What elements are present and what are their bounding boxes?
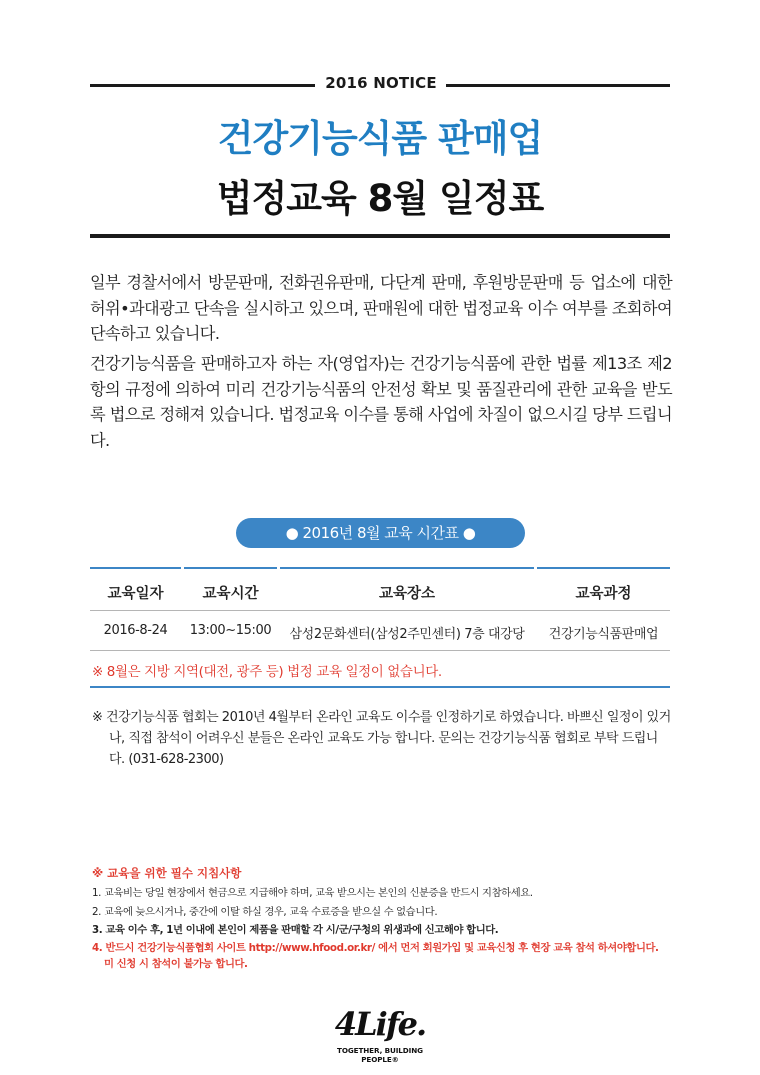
guidelines-title: ※ 교육을 위한 필수 지침사항 — [92, 866, 242, 880]
guideline-item: 1. 교육비는 당일 현장에서 현금으로 지급해야 하며, 교육 받으시는 본인의 신분증을 반드시 지참하세요. — [92, 887, 533, 899]
column-rule — [184, 567, 277, 569]
title-divider — [90, 234, 670, 238]
column-rule — [90, 567, 181, 569]
intro-paragraph-2: 건강기능식품을 판매하고자 하는 자(영업자)는 건강기능식품에 관한 법률 제13조 제2항의 규정에 의하여 미리 건강기능식품의 안전성 확보 및 품질관리에 관한 교육을 받도록 법으로 정해져 있습니다. 법정교육 이수를 통해 사업에 차질이 없으시길 당부 드립니다. — [90, 354, 672, 450]
cell-date: 2016-8-24 — [103, 623, 168, 638]
column-rule — [280, 567, 534, 569]
schedule-bottom-rule — [90, 686, 670, 688]
schedule-title-badge: ● 2016년 8월 교육 시간표 ● — [236, 518, 525, 548]
row-divider — [90, 650, 670, 651]
guideline-item: 3. 교육 이수 후, 1년 이내에 본인이 제품을 판매할 각 시/군/구청의 위생과에 신고해야 합니다. — [92, 924, 499, 936]
row-divider — [90, 610, 670, 611]
guideline-item-continued: 미 신청 시 참석이 불가능 합니다. — [104, 958, 248, 970]
column-rule — [537, 567, 670, 569]
column-header-location: 교육장소 — [378, 586, 436, 602]
cell-location: 삼성2문화센터(삼성2주민센터) 7층 대강당 — [289, 627, 525, 642]
online-education-note — [92, 707, 672, 770]
cell-course: 건강기능식품판매업 — [548, 627, 659, 642]
intro-paragraph-1: 일부 경찰서에서 방문판매, 전화권유판매, 다단계 판매, 후원방문판매 등 업소에 대한 허위•과대광고 단속을 실시하고 있으며, 판매원에 대한 법정교육 이수 여부를 조회하여 단속하고 있습니다. — [90, 273, 672, 343]
page-title-line1: 건강기능식품 판매업 — [217, 117, 543, 160]
online-note-text: ※ 건강기능식품 협회는 2010년 4월부터 온라인 교육도 이수를 인정하기로 하였습니다. 바쁘신 일정이 있거나, 직접 참석이 어려우신 분들은 온라인 교육도 가능 합니다. 문의는 건강기능식품 협회로 부탁 드립니다. (031-628-2300) — [92, 710, 671, 767]
cell-time: 13:00~15:00 — [189, 623, 272, 638]
logo-tagline: TOGETHER, BUILDING PEOPLE® — [337, 1046, 423, 1064]
column-header-course: 교육과정 — [575, 586, 632, 602]
notice-label: 2016 NOTICE — [325, 74, 437, 92]
column-header-time: 교육시간 — [202, 586, 259, 602]
guideline-item: 2. 교육에 늦으시거나, 중간에 이탈 하실 경우, 교육 수료증을 받으실 수 없습니다. — [92, 906, 438, 918]
page-title-line2: 법정교육 8월 일정표 — [216, 177, 544, 220]
column-header-date: 교육일자 — [107, 586, 164, 602]
notice-rule-left — [90, 84, 315, 87]
guideline-item: 4. 반드시 건강기능식품협회 사이트 http://www.hfood.or.kr/ 에서 먼저 회원가입 및 교육신청 후 현장 교육 참석 하셔야합니다. — [92, 942, 659, 954]
schedule-note: ※ 8월은 지방 지역(대전, 광주 등) 법정 교육 일정이 없습니다. — [92, 664, 442, 680]
notice-rule-right — [446, 84, 670, 87]
logo-wordmark: 4Life. — [334, 1005, 426, 1043]
4life-logo — [318, 1005, 442, 1064]
